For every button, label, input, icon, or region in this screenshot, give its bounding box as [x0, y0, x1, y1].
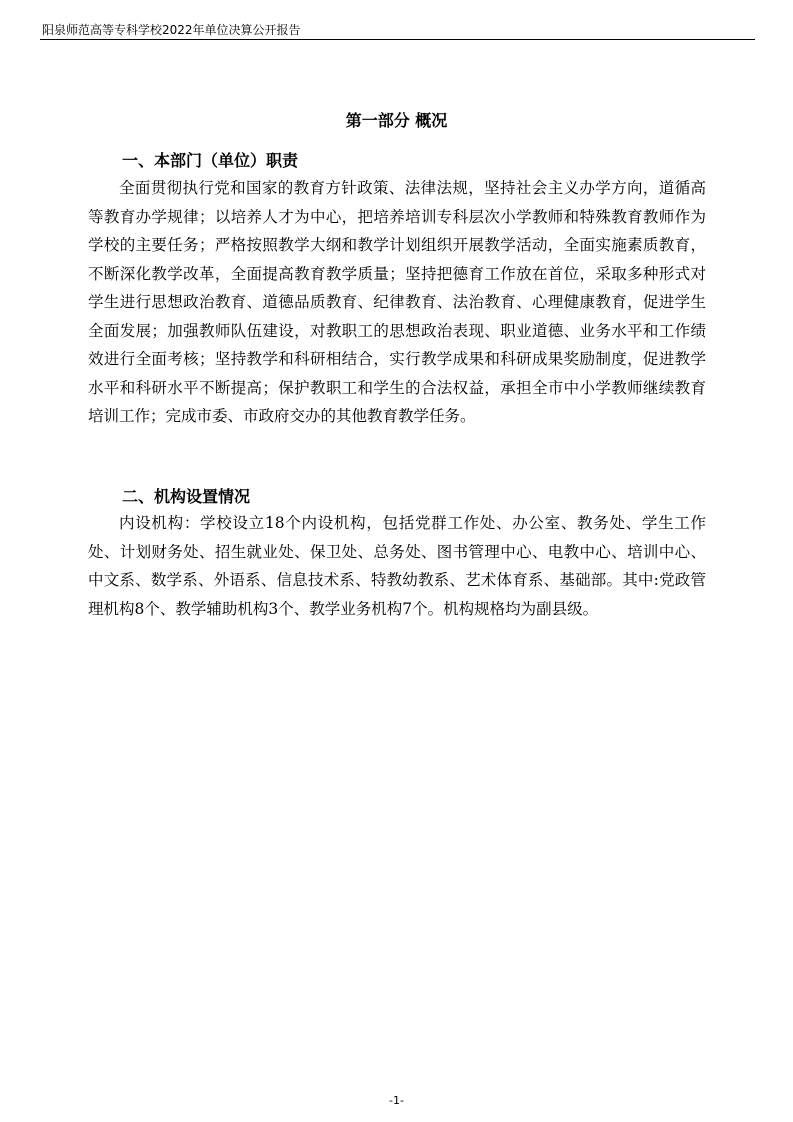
section-heading-responsibilities: 一、本部门（单位）职责: [122, 151, 299, 170]
running-header: 阳泉师范高等专科学校2022年单位决算公开报告: [42, 23, 301, 37]
section-paragraph-responsibilities: 全面贯彻执行党和国家的教育方针政策、法律法规，坚持社会主义办学方向，道循高等教育办学规律；以培养人才为中心，把培养培训专科层次小学教师和特殊教育教师作为学校的主要任务；严格按照教学大纲和教学计划组织开展教学活动，全面实施素质教育，不断深化教学改革，全面提高教育教学质量；坚持把德育工作放在首位，采取多种形式对学生进行思想政治教育、道德品质教育、纪律教育、法治教育、心理健康教育，促进学生全面发展；加强教师队伍建设，对教职工的思想政治表现、职业道德、业务水平和工作绩效进行全面考核；坚持教学和科研相结合，实行教学成果和科研成果奖励制度，促进教学水平和科研水平不断提高；保护教职工和学生的合法权益，承担全市中小学教师继续教育培训工作；完成市委、市政府交办的其他教育教学任务。: [88, 179, 706, 425]
section-heading-organization: 二、机构设置情况: [122, 487, 251, 506]
part-title: 第一部分 概况: [345, 111, 448, 130]
page-number: -1-: [389, 1094, 404, 1107]
section-paragraph-organization: 内设机构：学校设立18个内设机构，包括党群工作处、办公室、教务处、学生工作处、计划财务处、招生就业处、保卫处、总务处、图书管理中心、电教中心、培训中心、中文系、数学系、外语系、信息技术系、特教幼教系、艺术体育系、基础部。其中:党政管理机构8个、教学辅助机构3个、教学业务机构7个。机构规格均为副县级。: [88, 514, 706, 618]
header-rule: [40, 39, 755, 40]
